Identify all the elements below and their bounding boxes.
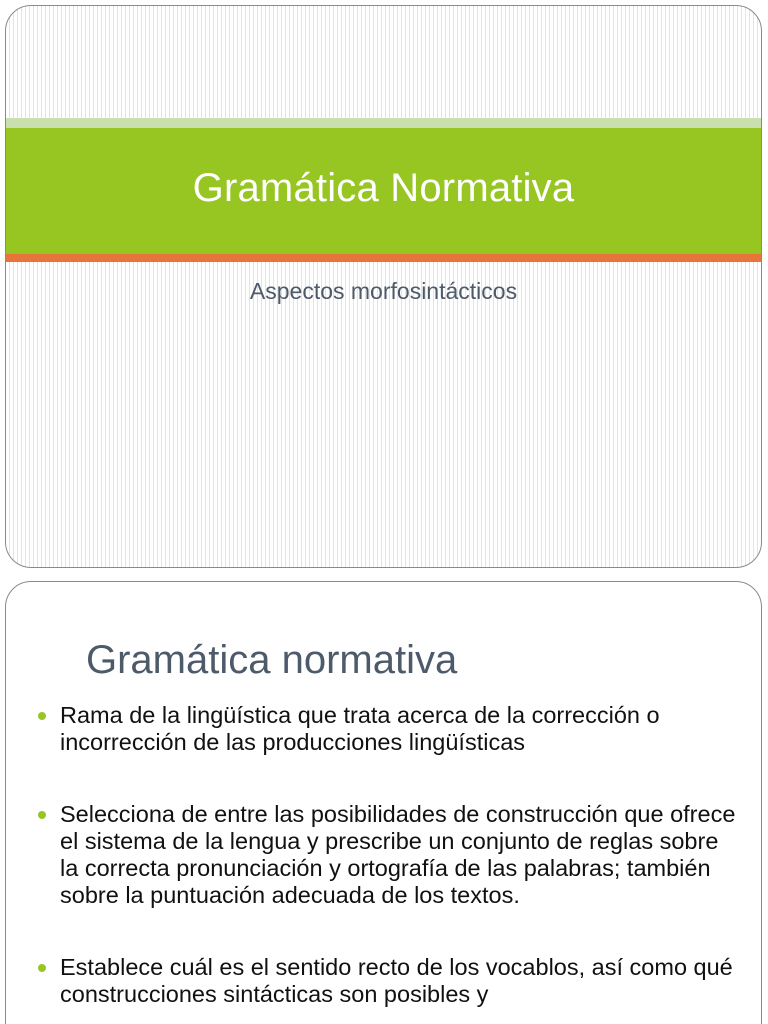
bullet-list	[36, 702, 736, 1024]
bullet-dot-icon	[38, 811, 46, 819]
bullet-dot-icon	[38, 712, 46, 720]
bullet-text: Establece cuál es el sentido recto de los vocablos, así como qué construcciones sintácticas son posibles y	[60, 954, 733, 1007]
title-top-band	[6, 118, 761, 128]
title-band	[6, 128, 761, 254]
content-slide	[5, 581, 762, 1024]
bullet-dot-icon	[38, 964, 46, 972]
bullet-item	[36, 801, 736, 909]
bullet-text: Selecciona de entre las posibilidades de construcción que ofrece el sistema de la lengua y prescribe un conjunto de reglas sobre la correcta pronunciación y ortografía de las palabras; también sobre la puntuación adecuada de los textos.	[60, 801, 736, 908]
title-slide	[5, 5, 762, 568]
title-accent-band	[6, 254, 761, 262]
bullet-item	[36, 954, 736, 1008]
slide-subtitle: Aspectos morfosintácticos	[249, 278, 518, 304]
bullet-item	[36, 702, 736, 756]
bullet-text: Rama de la lingüística que trata acerca de la corrección o incorrección de las producciones lingüísticas	[60, 702, 660, 755]
content-slide-title: Gramática normativa	[86, 638, 458, 682]
slide-title: Gramática Normativa	[192, 165, 575, 210]
